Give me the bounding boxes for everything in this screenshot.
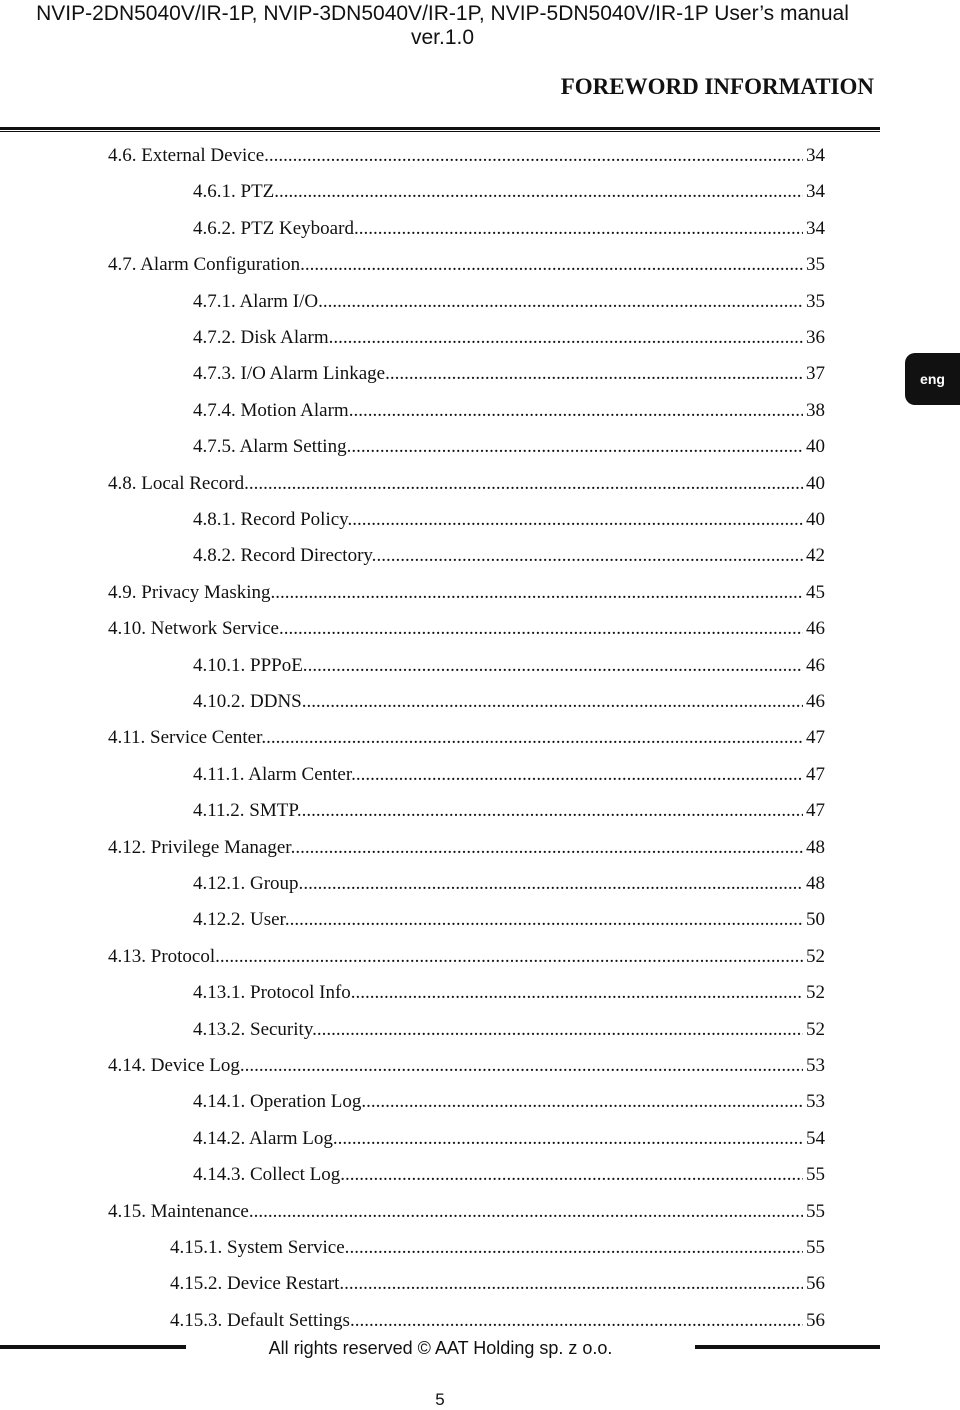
toc-entry[interactable] — [193, 975, 825, 1011]
toc-dot-leader — [245, 1055, 803, 1077]
section-title: FOREWORD INFORMATION — [560, 74, 874, 99]
toc-entry-title: 4.13.2. Security. — [193, 1018, 317, 1040]
toc-entry-page: 54 — [806, 1127, 825, 1149]
toc-entry-page: 45 — [806, 581, 825, 603]
toc-entry[interactable] — [170, 1230, 825, 1266]
header-divider — [0, 127, 880, 132]
toc-dot-leader — [349, 1237, 803, 1259]
toc-entry-page: 46 — [806, 618, 825, 640]
toc-entry[interactable] — [193, 356, 825, 392]
toc-entry-title: 4.7. Alarm Configuration. — [108, 254, 305, 276]
toc-entry-page: 36 — [806, 327, 825, 348]
footer-rights: All rights reserved © AAT Holding sp. z o.o. — [268, 1338, 613, 1358]
toc-entry-page: 35 — [806, 254, 825, 276]
toc-dot-leader — [290, 909, 803, 931]
toc-dot-leader — [306, 691, 803, 713]
toc-entry-page: 56 — [806, 1273, 825, 1295]
footer-divider-left — [0, 1345, 186, 1349]
toc-dot-leader — [308, 655, 803, 677]
toc-dot-leader — [275, 582, 803, 604]
toc-entry-page: 52 — [806, 1018, 825, 1040]
toc-entry-page: 47 — [806, 727, 825, 749]
toc-entry-page: 35 — [806, 290, 825, 312]
toc-entry-title: 4.7.1. Alarm I/O. — [193, 290, 323, 312]
toc-dot-leader — [351, 436, 803, 458]
toc-dot-leader — [254, 1201, 803, 1223]
toc-entry-page: 38 — [806, 399, 825, 421]
toc-dot-leader — [333, 327, 803, 349]
toc-entry-title: 4.8.1. Record Policy. — [193, 509, 353, 530]
toc-entry[interactable] — [108, 939, 825, 975]
toc-entry-title: 4.7.5. Alarm Setting. — [193, 436, 352, 458]
toc-entry[interactable] — [108, 1194, 825, 1230]
toc-entry-title: 4.7.4. Motion Alarm. — [193, 399, 354, 421]
toc-entry-page: 52 — [806, 945, 825, 967]
toc-dot-leader — [249, 473, 803, 495]
toc-entry[interactable] — [108, 1048, 825, 1084]
toc-entry-title: 4.14.2. Alarm Log. — [193, 1127, 338, 1149]
toc-entry[interactable] — [193, 429, 825, 465]
toc-entry-title: 4.15.2. Device Restart. — [170, 1273, 345, 1295]
toc-dot-leader — [376, 545, 803, 567]
toc-dot-leader — [353, 400, 803, 422]
toc-entry-title: 4.8.2. Record Directory. — [193, 545, 377, 567]
toc-entry-title: 4.8. Local Record. — [108, 472, 249, 494]
toc-entry-title: 4.14.3. Collect Log. — [193, 1164, 345, 1186]
toc-dot-leader — [366, 1091, 803, 1113]
toc-entry[interactable] — [108, 575, 825, 611]
toc-dot-leader — [345, 1164, 803, 1186]
toc-dot-leader — [317, 1019, 803, 1041]
toc-entry[interactable] — [193, 502, 825, 538]
toc-entry-title: 4.15. Maintenance. — [108, 1200, 254, 1222]
toc-entry[interactable] — [193, 757, 825, 793]
toc-entry-title: 4.13.1. Protocol Info. — [193, 982, 356, 1004]
toc-entry-page: 55 — [806, 1237, 825, 1258]
toc-entry-page: 37 — [806, 363, 825, 385]
toc-entry[interactable] — [108, 138, 825, 174]
toc-entry[interactable] — [193, 684, 825, 720]
toc-entry-page: 50 — [806, 909, 825, 931]
toc-entry-title: 4.6.2. PTZ Keyboard. — [193, 217, 359, 239]
toc-entry-title: 4.6. External Device. — [108, 145, 269, 166]
toc-dot-leader — [279, 181, 803, 203]
toc-dot-leader — [359, 218, 803, 240]
toc-entry[interactable] — [193, 902, 825, 938]
toc-entry[interactable] — [108, 466, 825, 502]
toc-entry[interactable] — [193, 648, 825, 684]
toc-entry[interactable] — [108, 720, 825, 756]
toc-entry-title: 4.6.1. PTZ. — [193, 181, 280, 203]
toc-entry-page: 46 — [806, 654, 825, 676]
language-tab[interactable]: eng — [905, 353, 960, 405]
toc-entry-title: 4.11.2. SMTP. — [193, 800, 302, 822]
toc-dot-leader — [266, 727, 803, 749]
toc-dot-leader — [302, 800, 803, 822]
toc-entry-page: 42 — [806, 545, 825, 567]
toc-entry-page: 55 — [806, 1164, 825, 1186]
toc-entry-title: 4.15.1. System Service. — [170, 1237, 350, 1258]
toc-dot-leader — [284, 618, 803, 640]
toc-entry-page: 55 — [806, 1200, 825, 1222]
toc-entry-title: 4.15.3. Default Settings. — [170, 1309, 355, 1331]
toc-entry-title: 4.12. Privilege Manager. — [108, 836, 296, 858]
toc-entry[interactable] — [193, 793, 825, 829]
toc-dot-leader — [295, 837, 803, 859]
toc-entry[interactable] — [170, 1303, 825, 1339]
footer-divider-right — [695, 1345, 880, 1349]
toc-entry[interactable] — [193, 284, 825, 320]
toc-entry-page: 52 — [806, 982, 825, 1004]
toc-entry-page: 47 — [806, 763, 825, 785]
toc-entry-page: 56 — [806, 1309, 825, 1331]
toc-entry-title: 4.14. Device Log. — [108, 1055, 245, 1076]
toc-entry[interactable] — [193, 1012, 825, 1048]
toc-entry-title: 4.11.1. Alarm Center. — [193, 763, 356, 785]
toc-entry-page: 46 — [806, 691, 825, 712]
toc-entry[interactable] — [108, 830, 825, 866]
toc-entry-title: 4.11. Service Center. — [108, 727, 267, 749]
toc-entry-title: 4.10. Network Service. — [108, 618, 284, 640]
toc-dot-leader — [356, 982, 803, 1004]
toc-dot-leader — [355, 1310, 803, 1332]
toc-entry-title: 4.12.2. User. — [193, 909, 290, 931]
toc-entry-page: 40 — [806, 436, 825, 458]
page-number: 5 — [435, 1390, 445, 1409]
toc-dot-leader — [220, 946, 803, 968]
toc-entry-page: 48 — [806, 873, 825, 894]
toc-entry[interactable] — [193, 320, 825, 356]
toc-entry-page: 53 — [806, 1091, 825, 1113]
toc-entry-title: 4.7.2. Disk Alarm. — [193, 327, 334, 348]
toc-entry-page: 40 — [806, 509, 825, 530]
toc-entry-page: 40 — [806, 472, 825, 494]
toc-entry[interactable] — [193, 1084, 825, 1120]
toc-entry-title: 4.14.1. Operation Log. — [193, 1091, 367, 1113]
toc-entry-title: 4.9. Privacy Masking. — [108, 581, 276, 603]
toc-entry-page: 34 — [806, 181, 825, 203]
toc-entry-page: 47 — [806, 800, 825, 822]
toc-entry-title: 4.10.2. DDNS. — [193, 691, 307, 712]
header-title-line2: ver.1.0 — [410, 26, 475, 49]
toc-entry[interactable] — [170, 1266, 825, 1302]
toc-entry[interactable] — [193, 211, 825, 247]
toc-entry-page: 53 — [806, 1055, 825, 1076]
toc-entry-page: 34 — [806, 217, 825, 239]
toc-dot-leader — [344, 1273, 803, 1295]
toc-entry[interactable] — [193, 538, 825, 574]
toc-dot-leader — [338, 1128, 803, 1150]
toc-entry-page: 34 — [806, 145, 825, 166]
toc-entry[interactable] — [193, 393, 825, 429]
header-title-line1: NVIP-2DN5040V/IR-1P, NVIP-3DN5040V/IR-1P, NVIP-5DN5040V/IR-1P User’s manual — [36, 2, 849, 25]
toc-dot-leader — [269, 145, 803, 167]
toc-dot-leader — [352, 509, 803, 531]
toc-entry-page: 48 — [806, 836, 825, 858]
toc-entry-title: 4.7.3. I/O Alarm Linkage. — [193, 363, 390, 385]
toc-dot-leader — [305, 254, 803, 276]
toc-dot-leader — [356, 764, 803, 786]
document-header-title — [0, 2, 885, 50]
toc-entry[interactable] — [193, 174, 825, 210]
toc-entry-title: 4.13. Protocol. — [108, 945, 220, 967]
toc-entry[interactable] — [108, 247, 825, 283]
toc-entry-title: 4.10.1. PPPoE. — [193, 654, 308, 676]
toc-entry[interactable] — [108, 611, 825, 647]
toc-entry-title: 4.12.1. Group. — [193, 873, 304, 894]
toc-entry[interactable] — [193, 866, 825, 902]
toc-dot-leader — [323, 291, 803, 313]
toc-dot-leader — [303, 873, 803, 895]
toc-entry[interactable] — [193, 1157, 825, 1193]
toc-dot-leader — [390, 363, 803, 385]
toc-entry[interactable] — [193, 1121, 825, 1157]
